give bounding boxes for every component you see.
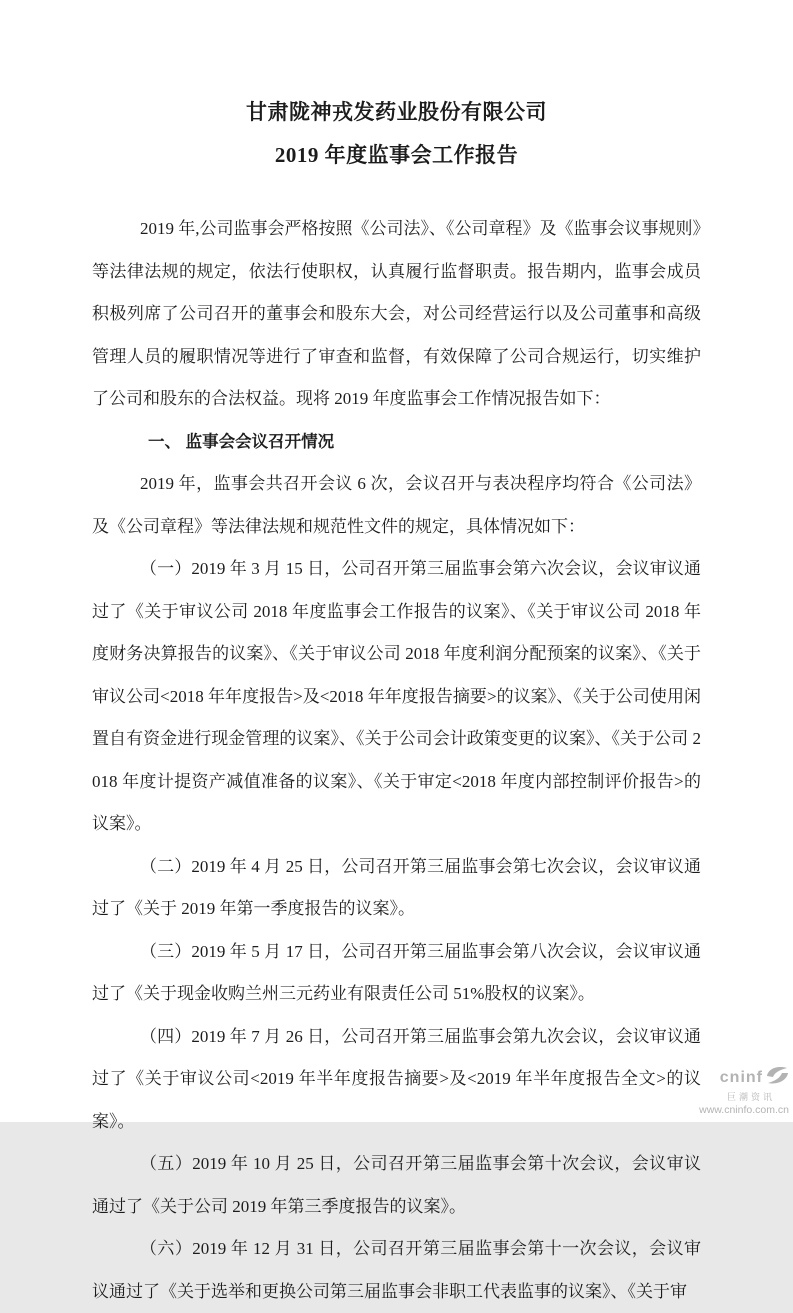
paragraph: （六）2019 年 12 月 31 日，公司召开第三届监事会第十一次会议，会议审议通过了《关于选举和更换公司第三届监事会非职工代表监事的议案》、《关于审: [92, 1239, 701, 1301]
document-body: [92, 208, 701, 1313]
swirl-icon: [765, 1066, 789, 1090]
paragraph: （三）2019 年 5 月 17 日，公司召开第三届监事会第八次会议，会议审议通过了《关于现金收购兰州三元药业有限责任公司 51%股权的议案》。: [92, 941, 701, 1003]
document-content: [92, 0, 701, 1313]
paragraph: 2019 年，监事会共召开会议 6 次，会议召开与表决程序均符合《公司法》及《公司章程》等法律法规和规范性文件的规定，具体情况如下：: [92, 474, 701, 536]
document-title: 甘肃陇神戎发药业股份有限公司: [246, 100, 547, 124]
paragraph: （二）2019 年 4 月 25 日，公司召开第三届监事会第七次会议，会议审议通过了《关于 2019 年第一季度报告的议案》。: [92, 856, 701, 918]
cninfo-logo: [699, 1066, 789, 1090]
document-subtitle: 2019 年度监事会工作报告: [274, 143, 519, 167]
cninfo-url: www.cninfo.com.cn: [699, 1103, 789, 1116]
cninfo-watermark: [699, 1066, 789, 1116]
paragraph: （一）2019 年 3 月 15 日，公司召开第三届监事会第六次会议，会议审议通过了《关于审议公司 2018 年度监事会工作报告的议案》、《关于审议公司 2018 年度财务决算报告的议案》、《关于审议公司 2018 年度利润分配预案的议案》、《关于审议公司<2018 年年度报告>及<2018 年年度报告摘要>的议案》、《关于公司使用闲置自有资金进行现金管理的议案》、《关于公司会计政策变更的议案》、《关于公司 2018 年度计提资产减值准备的议案》、《关于审定<2018 年度内部控制评价报告>的议案》。: [92, 559, 701, 833]
paragraph: 2019 年,公司监事会严格按照《公司法》、《公司章程》及《监事会议事规则》等法律法规的规定，依法行使职权，认真履行监督职责。报告期内，监事会成员积极列席了公司召开的董事会和股东大会，对公司经营运行以及公司董事和高级管理人员的履职情况等进行了审查和监督，有效保障了公司合规运行，切实维护了公司和股东的合法权益。现将 2019 年度监事会工作情况报告如下：: [92, 219, 701, 408]
paragraph: （四）2019 年 7 月 26 日，公司召开第三届监事会第九次会议，会议审议通过了《关于审议公司<2019 年半年度报告摘要>及<2019 年半年度报告全文>的议案》。: [92, 1026, 701, 1131]
paragraph: （五）2019 年 10 月 25 日，公司召开第三届监事会第十次会议，会议审议通过了《关于公司 2019 年第三季度报告的议案》。: [92, 1154, 701, 1216]
cninfo-logo-text: cninf: [719, 1069, 763, 1087]
cninfo-brand-chinese: 巨潮资讯: [726, 1091, 775, 1102]
section-heading: 一、 监事会会议召开情况: [148, 432, 335, 451]
